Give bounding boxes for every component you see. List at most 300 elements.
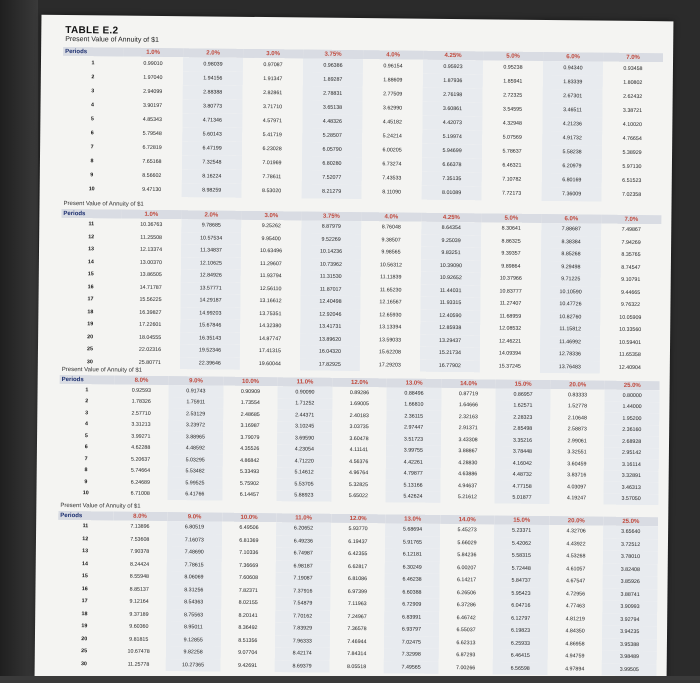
value-cell: 2.36160 <box>604 424 659 436</box>
value-cell: 5.99525 <box>168 477 223 489</box>
value-cell: 4.71220 <box>277 455 332 467</box>
period-cell: 10 <box>82 490 89 497</box>
textbook-page <box>35 15 674 683</box>
annuity-table-block-3 <box>58 375 659 505</box>
value-cell: 4.94759 <box>565 653 585 660</box>
value-cell: 7.60608 <box>238 575 259 582</box>
value-cell: 2.77509 <box>383 91 403 98</box>
value-cell: 4.91732 <box>542 131 602 146</box>
value-cell: 2.57710 <box>131 410 151 417</box>
value-cell: 6.74987 <box>276 547 331 560</box>
period-cell: 2 <box>91 74 95 81</box>
value-cell: 6.25933 <box>493 637 548 650</box>
value-cell: 6.83991 <box>384 611 439 624</box>
rate-header: 20.0% <box>549 516 604 526</box>
value-cell: 3.32551 <box>567 449 587 456</box>
value-cell: 10.10590 <box>541 285 601 298</box>
rate-header: 25.0% <box>605 381 660 391</box>
value-cell: 1.78326 <box>131 398 151 406</box>
value-cell: 12.13374 <box>139 247 163 254</box>
value-cell: 5.79548 <box>142 130 162 137</box>
value-cell: 4.62288 <box>131 444 151 452</box>
value-cell: 4.61057 <box>566 565 586 573</box>
value-cell: 4.85343 <box>142 116 162 123</box>
value-cell: 14.09394 <box>498 350 522 357</box>
value-cell: 7.32548 <box>182 155 242 170</box>
value-cell: 1.87936 <box>423 74 483 89</box>
value-cell: 5.88923 <box>277 490 332 502</box>
period-cell: 17 <box>87 296 94 303</box>
periods-header: Periods <box>61 209 121 219</box>
value-cell: 15.21734 <box>420 347 480 360</box>
value-cell: 8.54363 <box>166 596 221 609</box>
value-cell: 8.11090 <box>382 189 402 196</box>
value-cell: 5.01877 <box>495 492 550 504</box>
value-cell: 7.02358 <box>622 191 642 198</box>
value-cell: 11.27407 <box>499 300 522 307</box>
value-cell: 5.94699 <box>422 144 482 159</box>
value-cell: 6.04716 <box>494 599 549 612</box>
value-cell: 3.92794 <box>602 613 657 626</box>
value-cell: 5.84236 <box>457 552 477 559</box>
value-cell: 1.89287 <box>303 72 363 87</box>
value-cell: 10.47726 <box>540 298 600 311</box>
rate-header: 9.0% <box>169 376 224 386</box>
value-cell: 11.87017 <box>301 283 361 296</box>
value-cell: 8.36492 <box>238 625 258 632</box>
value-cell: 13.57771 <box>181 282 241 295</box>
value-cell: 7.90378 <box>130 548 150 556</box>
value-cell: 4.76654 <box>622 135 642 143</box>
value-cell: 6.05790 <box>302 142 362 157</box>
value-cell: 9.12164 <box>129 598 149 606</box>
value-cell: 10.57534 <box>181 232 241 245</box>
value-cell: 1.75911 <box>168 397 223 409</box>
annuity-table-block-2 <box>60 209 662 374</box>
value-cell: 2.85498 <box>495 423 550 435</box>
rate-header: 4.25% <box>423 51 483 61</box>
value-cell: 5.78637 <box>502 148 522 155</box>
value-cell: 5.42624 <box>386 491 441 503</box>
value-cell: 12.65930 <box>379 312 402 319</box>
value-cell: 5.97130 <box>622 163 642 171</box>
value-cell: 6.46238 <box>385 573 440 586</box>
value-cell: 6.62817 <box>348 563 368 570</box>
value-cell: 5.84737 <box>494 574 549 587</box>
value-cell: 5.32825 <box>348 481 369 488</box>
value-cell: 3.69590 <box>277 432 332 444</box>
value-cell: 5.65022 <box>348 493 368 500</box>
value-cell: 2.91371 <box>458 425 478 432</box>
value-cell: 8.69379 <box>275 660 330 673</box>
period-cell: 7 <box>90 144 94 151</box>
value-cell: 8.64354 <box>421 222 481 235</box>
value-cell: 7.10336 <box>239 550 259 557</box>
period-cell: 3 <box>91 88 95 95</box>
value-cell: 4.48592 <box>168 443 223 455</box>
value-cell: 11.11839 <box>380 274 402 281</box>
value-cell: 10.92652 <box>421 272 481 285</box>
value-cell: 17.22601 <box>139 321 162 329</box>
value-cell: 18.04555 <box>139 334 162 341</box>
value-cell: 16.77902 <box>420 359 480 372</box>
value-cell: 7.78615 <box>167 559 222 572</box>
value-cell: 3.16114 <box>604 459 659 471</box>
value-cell: 6.93797 <box>384 623 439 636</box>
value-cell: 5.28507 <box>302 128 362 143</box>
value-cell: 25.80771 <box>138 359 161 366</box>
value-cell: 9.10791 <box>621 277 641 284</box>
value-cell: 11.65230 <box>379 287 402 294</box>
value-cell: 5.14612 <box>277 467 332 479</box>
background-bottom <box>0 676 700 683</box>
value-cell: 10.14236 <box>301 245 361 258</box>
value-cell: 6.24689 <box>130 479 150 486</box>
value-cell: 3.85926 <box>603 576 658 589</box>
value-cell: 9.29498 <box>541 260 601 273</box>
value-cell: 2.88388 <box>183 85 243 100</box>
value-cell: 8.56602 <box>142 172 162 179</box>
value-cell: 16.39827 <box>139 309 162 316</box>
value-cell: 7.37916 <box>276 585 331 598</box>
value-cell: 8.51356 <box>238 637 258 644</box>
value-cell: 8.98259 <box>182 183 242 198</box>
value-cell: 7.53608 <box>130 536 150 543</box>
value-cell: 11.29607 <box>259 260 282 267</box>
value-cell: 9.89864 <box>501 263 521 270</box>
value-cell: 4.84350 <box>565 628 585 635</box>
value-cell: 5.38929 <box>622 149 642 157</box>
value-cell: 2.53129 <box>168 408 223 420</box>
value-cell: 5.58315 <box>494 549 549 562</box>
value-cell: 8.38384 <box>541 235 601 248</box>
value-cell: 5.13166 <box>386 479 441 491</box>
value-cell: 8.35765 <box>621 252 641 259</box>
value-cell: 3.95388 <box>602 638 657 651</box>
value-cell: 12.40498 <box>300 295 360 308</box>
value-cell: 17.82925 <box>300 358 360 371</box>
value-cell: 9.52269 <box>301 233 361 246</box>
value-cell: 6.37286 <box>456 602 476 609</box>
period-cell: 15 <box>87 271 94 278</box>
value-cell: 11.65358 <box>619 352 641 359</box>
value-cell: 6.72909 <box>384 598 439 611</box>
value-cell: 9.71225 <box>541 273 601 286</box>
value-cell: 4.71346 <box>182 113 242 128</box>
rate-header: 7.0% <box>603 53 663 63</box>
rate-header: 11.0% <box>278 377 333 387</box>
period-cell: 4 <box>84 421 88 428</box>
value-cell: 3.88741 <box>603 588 658 601</box>
value-cell: 10.73962 <box>301 258 361 271</box>
value-cell: 14.87747 <box>259 335 282 342</box>
value-cell: 7.02475 <box>384 636 439 649</box>
value-cell: 4.32706 <box>566 528 586 535</box>
value-cell: 9.60360 <box>129 623 149 631</box>
value-cell: 4.11141 <box>349 447 369 454</box>
value-cell: 11.25778 <box>127 661 150 668</box>
value-cell: 6.66378 <box>422 158 482 173</box>
value-cell: 4.10020 <box>622 121 642 129</box>
value-cell: 2.36115 <box>386 410 441 422</box>
value-cell: 8.55948 <box>129 573 150 581</box>
value-cell: 10.59401 <box>619 339 642 346</box>
value-cell: 11.15812 <box>540 323 600 336</box>
value-cell: 11.68959 <box>499 313 522 320</box>
period-cell: 30 <box>86 358 93 366</box>
value-cell: 11.93315 <box>420 297 480 310</box>
value-cell: 5.21612 <box>457 494 478 501</box>
value-cell: 12.84926 <box>181 269 241 282</box>
period-cell: 12 <box>82 535 89 542</box>
period-cell: 9 <box>84 478 88 485</box>
value-cell: 6.12181 <box>385 548 440 561</box>
value-cell: 3.78448 <box>495 446 550 458</box>
value-cell: 1.85941 <box>503 78 523 85</box>
value-cell: 6.56598 <box>493 662 548 675</box>
value-cell: 7.83929 <box>275 622 330 635</box>
value-cell: 8.87979 <box>301 220 361 233</box>
value-cell: 0.80000 <box>605 390 660 402</box>
period-cell: 5 <box>90 116 94 123</box>
value-cell: 5.74664 <box>130 467 151 475</box>
value-cell: 6.42355 <box>348 551 368 558</box>
period-cell: 15 <box>81 573 88 580</box>
value-cell: 2.78831 <box>303 86 363 101</box>
value-cell: 3.43308 <box>458 436 478 444</box>
rate-header: 11.0% <box>276 513 331 523</box>
value-cell: 5.19974 <box>422 130 482 145</box>
value-cell: 0.97087 <box>263 62 283 69</box>
rate-header: 5.0% <box>483 51 543 61</box>
value-cell: 3.99505 <box>602 663 657 676</box>
section-caption-4: Present Value of Annuity of $1 <box>60 502 141 510</box>
value-cell: 6.80519 <box>167 521 222 534</box>
periods-header: Periods <box>60 375 115 385</box>
value-cell: 7.46944 <box>347 638 367 645</box>
value-cell: 7.72173 <box>502 190 522 197</box>
value-cell: 5.07569 <box>502 134 522 141</box>
value-cell: 7.24967 <box>347 613 367 620</box>
period-cell: 4 <box>91 102 95 109</box>
period-cell: 3 <box>85 409 89 416</box>
value-cell: 8.76048 <box>381 224 401 231</box>
section-caption-2: Present Value of Annuity of $1 <box>63 200 144 208</box>
value-cell: 1.91347 <box>263 76 283 83</box>
value-cell: 4.16042 <box>495 457 550 469</box>
value-cell: 0.83333 <box>567 391 588 399</box>
value-cell: 16.04320 <box>300 345 360 358</box>
value-cell: 4.48326 <box>302 114 362 129</box>
value-cell: 6.00205 <box>382 147 402 154</box>
value-cell: 2.62432 <box>623 93 643 101</box>
value-cell: 5.66029 <box>457 539 477 547</box>
value-cell: 3.71710 <box>262 104 283 111</box>
value-cell: 16.35143 <box>180 332 240 345</box>
value-cell: 7.13896 <box>130 523 150 531</box>
value-cell: 13.89620 <box>300 333 360 346</box>
value-cell: 10.33560 <box>619 327 642 334</box>
value-cell: 2.28323 <box>495 411 550 423</box>
value-cell: 2.94099 <box>143 88 163 95</box>
value-cell: 4.03097 <box>567 483 587 491</box>
value-cell: 0.98039 <box>183 57 243 72</box>
value-cell: 6.49506 <box>239 525 259 532</box>
value-cell: 0.92593 <box>131 387 151 394</box>
value-cell: 9.12855 <box>166 634 221 647</box>
value-cell: 9.39357 <box>501 250 521 257</box>
value-cell: 10.37966 <box>499 275 522 283</box>
value-cell: 11.31530 <box>301 270 361 283</box>
value-cell: 6.20979 <box>542 159 602 174</box>
value-cell: 12.78336 <box>540 348 600 361</box>
value-cell: 1.66810 <box>387 399 442 411</box>
value-cell: 0.91743 <box>169 385 224 397</box>
value-cell: 7.43533 <box>382 175 402 182</box>
value-cell: 9.42691 <box>237 662 258 669</box>
value-cell: 1.94156 <box>183 71 243 86</box>
value-cell: 8.16224 <box>182 169 242 184</box>
value-cell: 9.76322 <box>620 302 641 309</box>
value-cell: 8.95011 <box>166 621 221 634</box>
value-cell: 5.23371 <box>494 524 549 537</box>
rate-header: 1.0% <box>121 210 181 220</box>
period-cell: 1 <box>91 60 95 67</box>
value-cell: 10.63496 <box>259 248 283 255</box>
rate-header: 15.0% <box>496 379 551 389</box>
value-cell: 1.69005 <box>349 401 369 408</box>
value-cell: 6.14217 <box>456 577 477 584</box>
value-cell: 12.10625 <box>181 257 241 270</box>
value-cell: 5.75902 <box>239 480 260 487</box>
value-cell: 0.90909 <box>240 388 261 395</box>
value-cell: 3.16987 <box>240 423 260 430</box>
value-cell: 19.52346 <box>180 344 240 357</box>
value-cell: 8.06069 <box>167 571 222 584</box>
value-cell: 8.85268 <box>541 248 601 261</box>
value-cell: 1.71252 <box>277 398 332 410</box>
value-cell: 9.47130 <box>142 186 162 193</box>
value-cell: 9.25039 <box>421 234 481 247</box>
value-cell: 1.95200 <box>605 413 660 425</box>
value-cell: 4.48732 <box>495 469 550 481</box>
rate-header: 6.0% <box>541 214 601 224</box>
value-cell: 4.79877 <box>386 468 441 480</box>
value-cell: 0.88496 <box>387 387 442 399</box>
rate-header: 3.75% <box>303 49 363 59</box>
period-cell: 17 <box>81 598 88 605</box>
value-cell: 9.37189 <box>129 611 149 618</box>
value-cell: 4.28830 <box>458 459 478 467</box>
value-cell: 5.60143 <box>182 127 242 142</box>
value-cell: 13.41731 <box>300 320 360 333</box>
value-cell: 10.27365 <box>166 659 221 672</box>
value-cell: 7.54879 <box>275 597 330 610</box>
value-cell: 7.70162 <box>275 610 330 623</box>
value-cell: 2.10648 <box>567 414 587 422</box>
value-cell: 0.90090 <box>278 386 333 398</box>
value-cell: 7.88687 <box>541 223 601 236</box>
value-cell: 1.52778 <box>567 403 588 410</box>
value-cell: 6.60388 <box>385 586 440 599</box>
value-cell: 6.30249 <box>385 561 440 574</box>
value-cell: 3.82408 <box>603 563 658 576</box>
value-cell: 7.49565 <box>384 661 439 674</box>
value-cell: 3.90197 <box>142 102 163 109</box>
value-cell: 12.08532 <box>499 325 522 333</box>
value-cell: 7.32998 <box>384 648 439 661</box>
value-cell: 10.56312 <box>379 262 402 269</box>
value-cell: 4.45182 <box>382 119 402 126</box>
value-cell: 7.00266 <box>456 664 476 672</box>
value-cell: 14.32380 <box>259 323 282 330</box>
value-cell: 9.78685 <box>181 219 241 232</box>
value-cell: 3.54595 <box>502 106 523 113</box>
rate-header: 2.0% <box>181 210 241 220</box>
period-cell: 8 <box>90 158 94 165</box>
period-cell: 16 <box>81 585 88 592</box>
value-cell: 4.21236 <box>542 117 602 132</box>
value-cell: 3.62990 <box>382 105 403 112</box>
value-cell: 4.63886 <box>458 471 478 478</box>
value-cell: 3.94235 <box>602 626 657 639</box>
value-cell: 4.86958 <box>565 640 585 648</box>
value-cell: 22.02316 <box>138 346 162 354</box>
rate-header: 1.0% <box>123 48 183 58</box>
value-cell: 14.29187 <box>180 294 240 307</box>
rate-header: 9.0% <box>167 512 222 522</box>
value-cell: 4.81219 <box>565 615 585 623</box>
value-cell: 3.03735 <box>349 424 369 431</box>
value-cell: 0.95238 <box>503 64 523 71</box>
value-cell: 7.52077 <box>302 170 362 185</box>
rate-header: 12.0% <box>331 514 386 524</box>
rate-header: 13.0% <box>385 514 440 524</box>
value-cell: 3.60459 <box>567 460 587 468</box>
value-cell: 3.60478 <box>349 435 369 442</box>
value-cell: 15.67846 <box>180 319 240 332</box>
value-cell: 5.45273 <box>457 527 477 534</box>
value-cell: 4.56376 <box>349 458 369 465</box>
value-cell: 7.16073 <box>167 534 222 547</box>
period-cell: 18 <box>81 610 88 617</box>
value-cell: 0.86957 <box>496 388 551 400</box>
value-cell: 5.68694 <box>385 523 440 536</box>
value-cell: 2.95142 <box>604 447 659 459</box>
value-cell: 3.90993 <box>603 601 658 614</box>
period-cell: 14 <box>82 560 88 567</box>
value-cell: 8.01089 <box>422 186 482 201</box>
period-cell: 5 <box>84 432 88 439</box>
rate-header: 8.0% <box>114 375 169 385</box>
value-cell: 3.38721 <box>622 107 643 115</box>
value-cell: 4.42261 <box>386 456 441 468</box>
value-cell: 13.16612 <box>259 298 282 305</box>
value-cell: 15.62208 <box>378 349 402 356</box>
value-cell: 15.56225 <box>139 297 162 304</box>
value-cell: 8.85137 <box>129 586 149 593</box>
value-cell: 3.79079 <box>240 434 260 441</box>
value-cell: 1.44000 <box>605 401 660 413</box>
value-cell: 5.93770 <box>348 526 368 533</box>
value-cell: 13.29437 <box>420 334 480 347</box>
value-cell: 8.24424 <box>129 561 150 568</box>
period-cell: 20 <box>87 333 94 341</box>
value-cell: 3.99755 <box>386 445 441 457</box>
value-cell: 11.25508 <box>140 234 163 241</box>
value-cell: 3.31213 <box>131 421 151 429</box>
value-cell: 6.23028 <box>262 146 282 153</box>
